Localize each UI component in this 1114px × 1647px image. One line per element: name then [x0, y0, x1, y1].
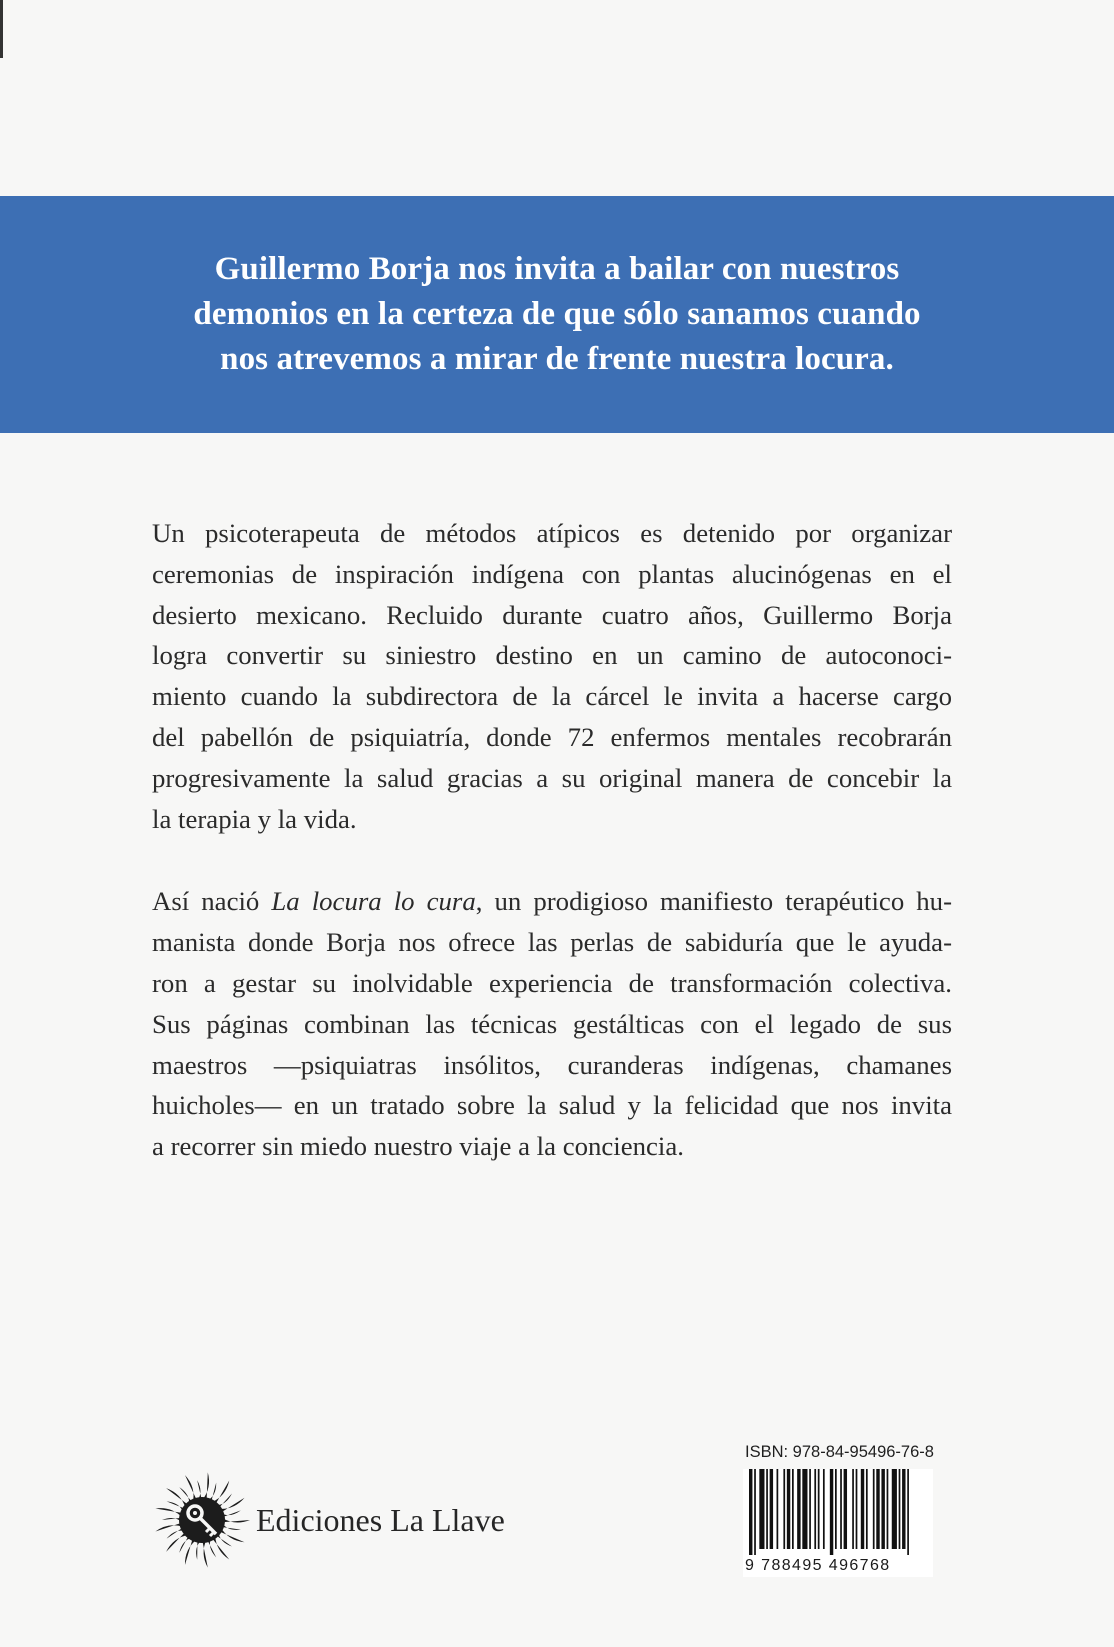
- barcode-bar: [902, 1469, 905, 1549]
- description-paragraph-2: [152, 881, 952, 1167]
- barcode-bar: [770, 1469, 773, 1549]
- text-fragment: , un prodigioso manifiesto terapéutico hu-: [475, 886, 952, 917]
- publisher-imprint: [152, 1470, 505, 1570]
- description-paragraph-1: [152, 513, 952, 839]
- barcode-bar: [873, 1469, 875, 1549]
- logo-ray: [202, 1539, 208, 1567]
- barcode-bar: [835, 1469, 837, 1549]
- barcode-bar: [749, 1469, 752, 1555]
- barcode-bar: [881, 1469, 884, 1549]
- text-line: miento cuando la subdirectora de la cárcel le invita a hacerse cargo: [152, 681, 952, 712]
- text-line: progresivamente la salud gracias a su original manera de concebir la: [152, 762, 952, 793]
- isbn-label: ISBN: 978-84-95496-76-8: [745, 1443, 934, 1461]
- isbn-barcode-block: [743, 1443, 933, 1577]
- barcode-bar: [792, 1469, 794, 1549]
- blurb-line: Guillermo Borja nos invita a bailar con nuestros: [214, 251, 900, 287]
- cover-edge-mark: [0, 0, 3, 58]
- barcode-bar: [899, 1469, 901, 1549]
- barcode-bar: [876, 1469, 879, 1549]
- barcode-bar: [766, 1469, 768, 1549]
- text-line: del pabellón de psiquiatría, donde 72 enfermos mentales recobrarán: [152, 721, 952, 752]
- barcode-bar: [814, 1469, 816, 1549]
- book-description: [152, 513, 952, 1167]
- barcode-bar: [802, 1469, 807, 1549]
- barcode-bar: [856, 1469, 858, 1549]
- barcode-bar: [823, 1469, 825, 1549]
- barcode-bar: [892, 1469, 897, 1549]
- barcode-bar: [844, 1469, 847, 1549]
- barcode-bar: [787, 1469, 790, 1549]
- sun-key-logo-icon: [152, 1470, 252, 1570]
- text-line: huicholes— en un tratado sobre la salud y la felicidad que nos invita: [152, 1090, 952, 1121]
- barcode: [743, 1469, 933, 1577]
- logo-ray: [155, 1523, 183, 1532]
- barcode-bar: [818, 1469, 820, 1549]
- text-line: desierto mexicano. Recluido durante cuatro años, Guillermo Borja: [152, 599, 952, 630]
- text-line: maestros —psiquiatras insólitos, curanderas indígenas, chamanes: [152, 1049, 952, 1080]
- blurb-quote: [57, 247, 1057, 382]
- publisher-name: Ediciones La Llave: [256, 1501, 505, 1538]
- logo-ray: [155, 1508, 183, 1517]
- blurb-band: [0, 196, 1114, 433]
- book-title: La locura lo cura: [271, 886, 476, 917]
- barcode-bar: [759, 1469, 764, 1549]
- barcode-bar: [797, 1469, 800, 1549]
- barcode-bar: [754, 1469, 756, 1555]
- barcode-bar: [830, 1469, 833, 1555]
- text-line: ron a gestar su inolvidable experiencia de transformación colectiva.: [152, 967, 952, 998]
- barcode-bar: [861, 1469, 864, 1549]
- text-line: Sus páginas combinan las técnicas gestálticas con el legado de sus: [152, 1008, 952, 1039]
- barcode-bar: [887, 1469, 889, 1549]
- logo-ray: [222, 1518, 250, 1523]
- barcode-bar: [783, 1469, 785, 1549]
- text-line: manista donde Borja nos ofrece las perlas de sabiduría que le ayuda-: [152, 927, 952, 958]
- text-line: [152, 881, 952, 922]
- text-line: Un psicoterapeuta de métodos atípicos es detenido por organizar: [152, 518, 952, 548]
- logo-ray: [202, 1472, 209, 1500]
- barcode-bar: [852, 1469, 854, 1549]
- barcode-bars: [743, 1469, 933, 1555]
- text-line: ceremonias de inspiración indígena con plantas alucinógenas en el: [152, 558, 952, 589]
- barcode-bar: [866, 1469, 868, 1549]
- barcode-digits: 9 788495 496768: [745, 1557, 891, 1574]
- text-line: la terapia y la vida.: [152, 803, 357, 834]
- text-fragment: Así nació: [152, 886, 272, 917]
- barcode-bar: [809, 1469, 811, 1549]
- barcode-bar: [777, 1469, 779, 1549]
- barcode-bar: [907, 1469, 909, 1555]
- blurb-line: demonios en la certeza de que sólo sanamos cuando: [193, 296, 921, 332]
- text-line: logra convertir su siniestro destino en un camino de autoconoci-: [152, 640, 952, 671]
- barcode-bar: [840, 1469, 842, 1549]
- blurb-line: nos atrevemos a mirar de frente nuestra locura.: [220, 341, 894, 377]
- text-line: a recorrer sin miedo nuestro viaje a la conciencia.: [152, 1131, 684, 1162]
